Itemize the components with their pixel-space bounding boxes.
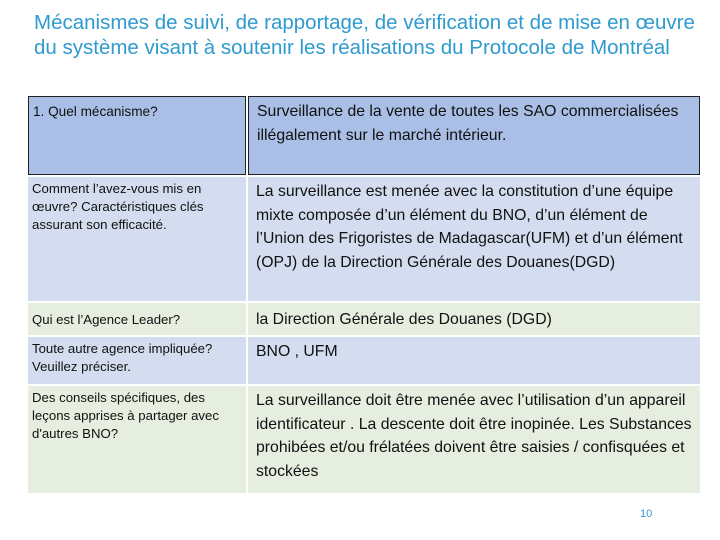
- row-3-answer: la Direction Générale des Douanes (DGD): [248, 303, 700, 335]
- page-number: 10: [640, 508, 653, 520]
- row-2-answer: La surveillance est menée avec la constitution d’une équipe mixte composée d’un élément du BNO, d’un élément de l’Union des Frigoristes de Madagascar(UFM) et d’un élément (OPJ) de la Direction Générale des Douanes(DGD): [248, 177, 700, 301]
- row-5-question: Des conseils spécifiques, des leçons apprises à partager avec d'autres BNO?: [28, 386, 246, 493]
- row-1-answer: Surveillance de la vente de toutes les SAO commercialisées illégalement sur le marché intérieur.: [248, 96, 700, 175]
- row-5-answer: La surveillance doit être menée avec l’utilisation d’un appareil identificateur . La descente doit être inopinée. Les Substances prohibées et/ou frélatées doivent être saisies / confisquées et stockées: [248, 386, 700, 493]
- row-2-question: Comment l’avez-vous mis en œuvre? Caractéristiques clés assurant son efficacité.: [28, 177, 246, 301]
- row-4-answer: BNO , UFM: [248, 337, 700, 384]
- row-3-question: Qui est l’Agence Leader?: [28, 303, 246, 335]
- row-4-question: Toute autre agence impliquée? Veuillez préciser.: [28, 337, 246, 384]
- slide-title: Mécanismes de suivi, de rapportage, de vérification et de mise en œuvre du système visant à soutenir les réalisations du Protocole de Montréal: [34, 11, 695, 59]
- info-table: [28, 96, 700, 493]
- row-1-question: 1. Quel mécanisme?: [28, 96, 246, 175]
